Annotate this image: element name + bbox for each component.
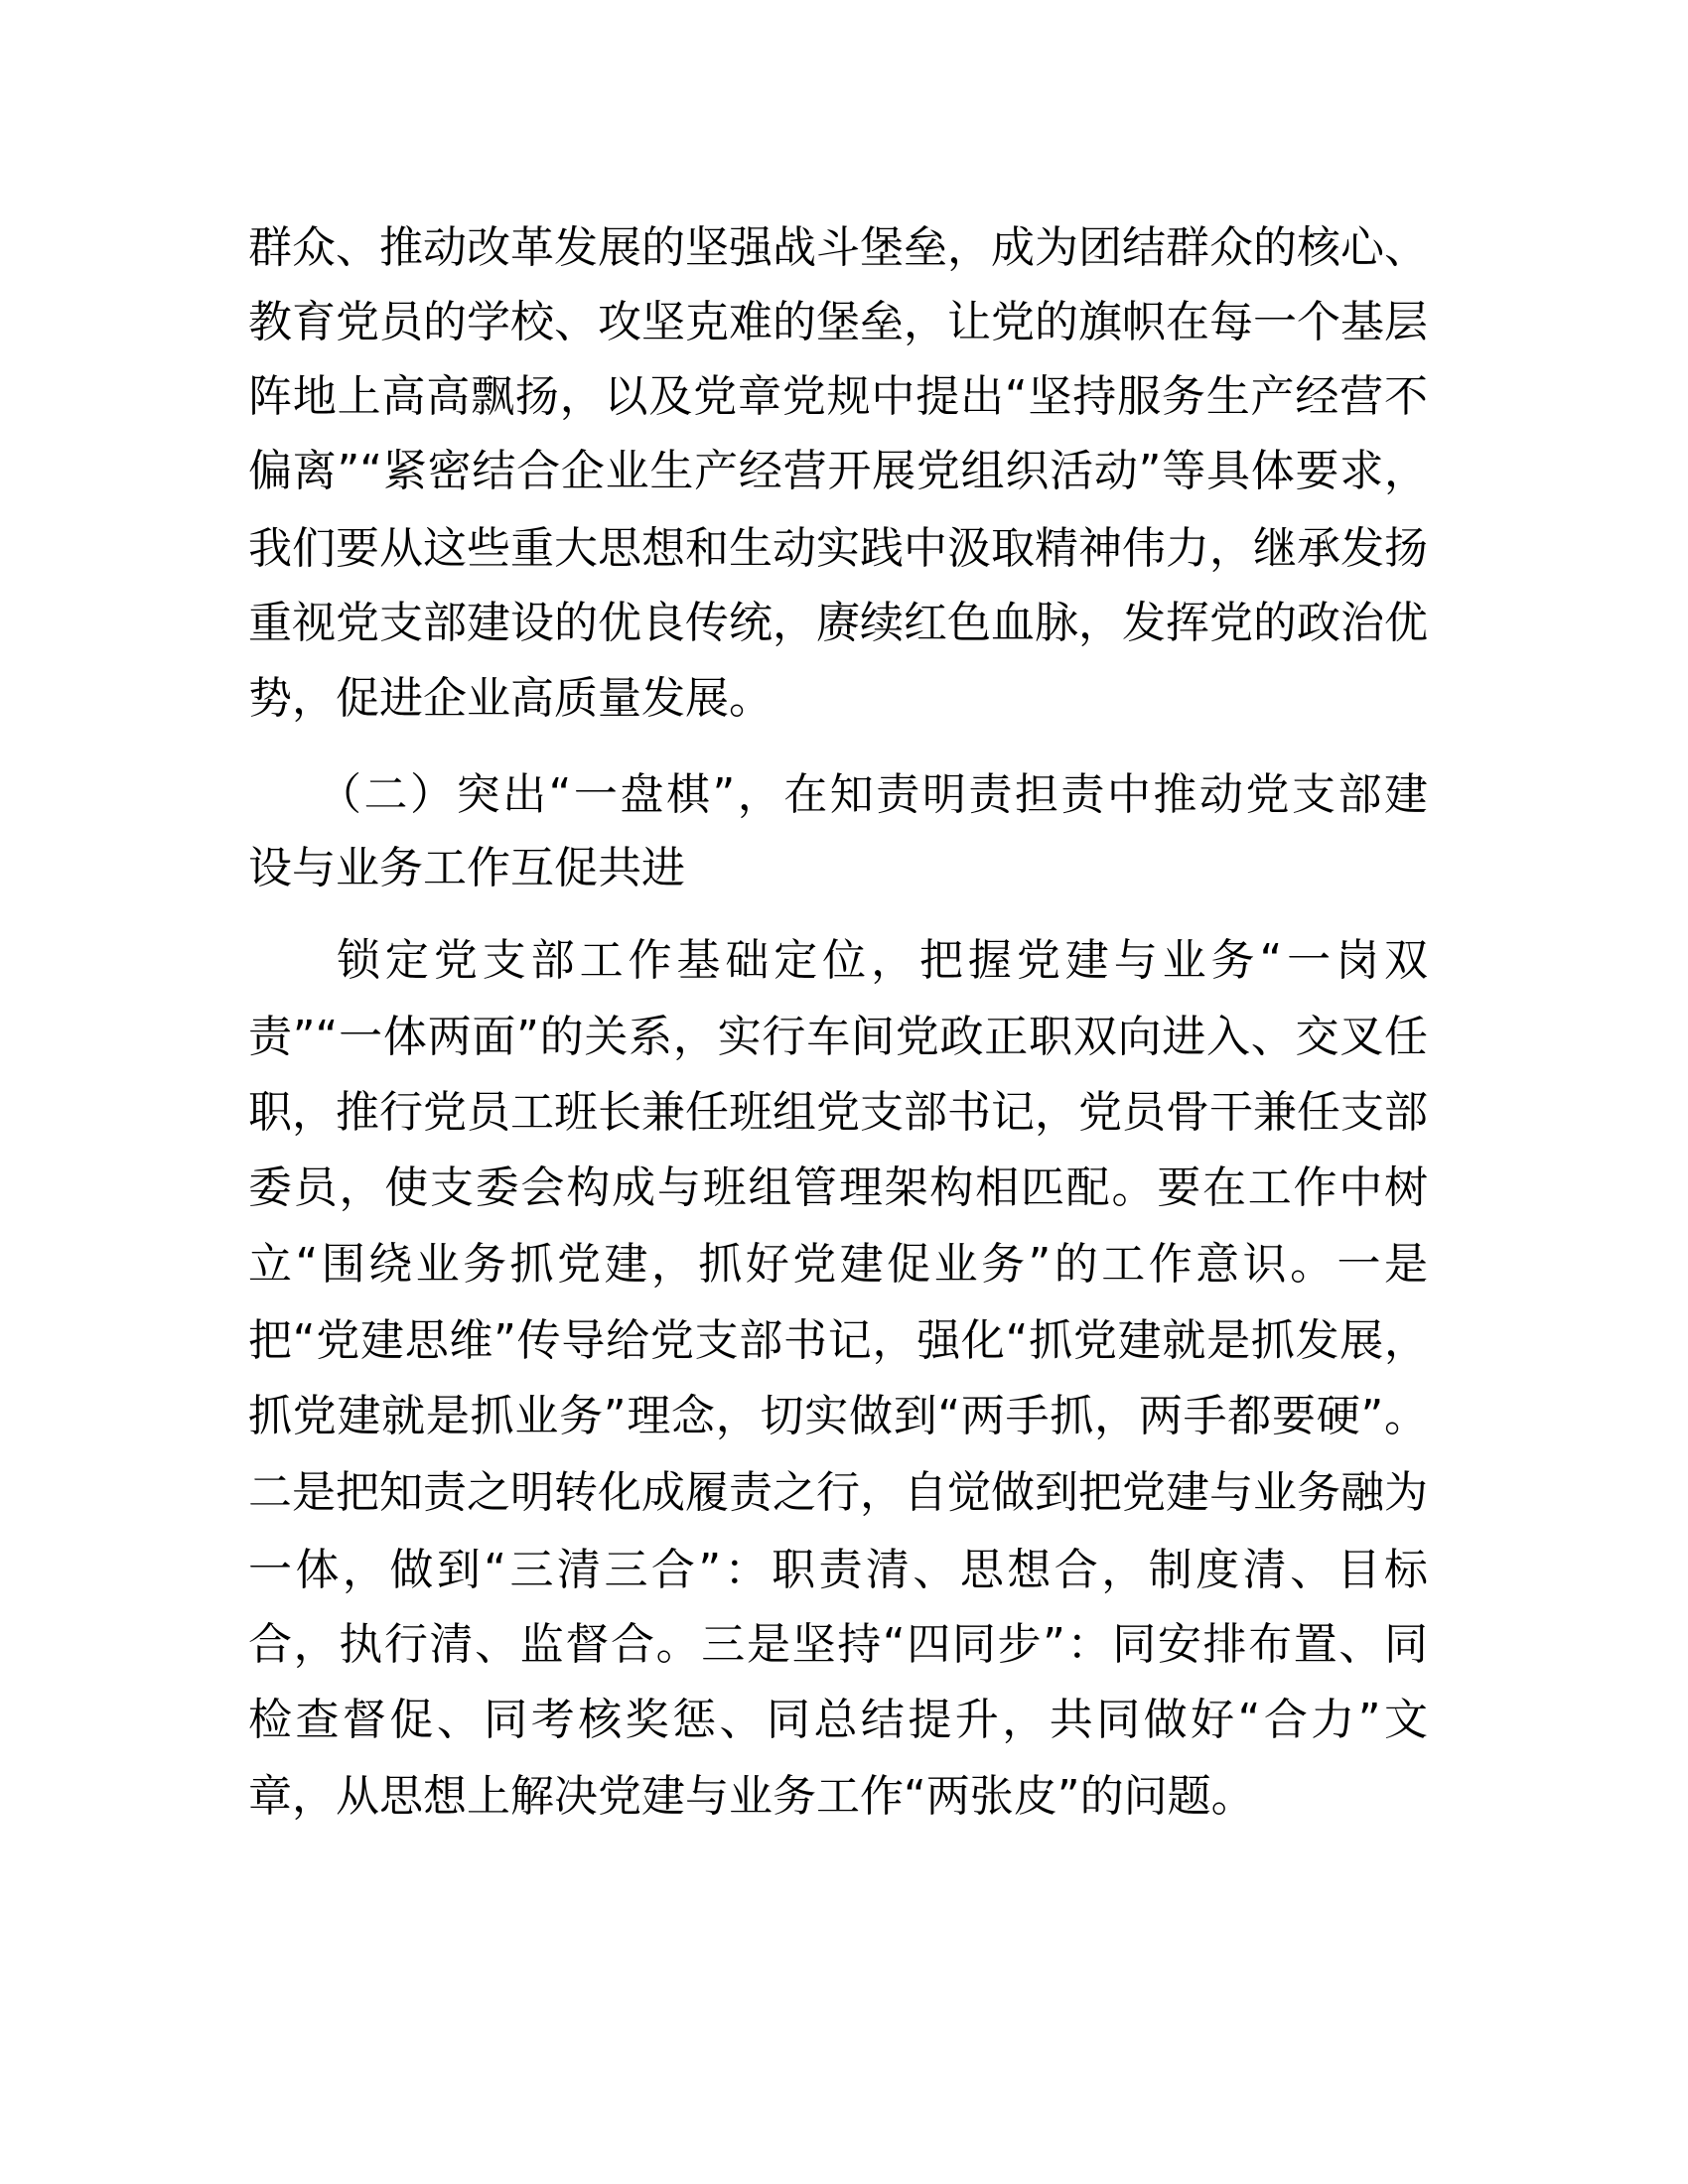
heading-line: （二）突出“一盘棋”，在知责明责担责中推动党支部建	[318, 769, 1428, 820]
text-line: 职，推行党员工班长兼任班组党支部书记，党员骨干兼任支部	[248, 1087, 1428, 1138]
text-line: 责”“一体两面”的关系，实行车间党政正职双向进入、交叉任	[248, 1012, 1428, 1062]
text-line: 势，促进企业高质量发展。	[248, 673, 773, 724]
text-line: 偏离”“紧密结合企业生产经营开展党组织活动”等具体要求，	[248, 446, 1428, 496]
text-line: 委员，使支委会构成与班组管理架构相匹配。要在工作中树	[248, 1162, 1428, 1213]
text-line: 我们要从这些重大思想和生动实践中汲取精神伟力，继承发扬	[248, 523, 1428, 574]
text-line: 合，执行清、监督合。三是坚持“四同步”：同安排布置、同	[248, 1619, 1428, 1670]
text-line: 二是把知责之明转化成履责之行，自觉做到把党建与业务融为	[248, 1467, 1428, 1518]
text-line: 锁定党支部工作基础定位，把握党建与业务“一岗双	[337, 935, 1428, 986]
text-line: 重视党支部建设的优良传统，赓续红色血脉，发挥党的政治优	[248, 598, 1428, 648]
text-line: 一体，做到“三清三合”：职责清、思想合，制度清、目标	[248, 1545, 1428, 1595]
text-line: 检查督促、同考核奖惩、同总结提升，共同做好“合力”文	[248, 1695, 1428, 1745]
text-line: 立“围绕业务抓党建，抓好党建促业务”的工作意识。一是	[248, 1239, 1428, 1290]
text-line: 教育党员的学校、攻坚克难的堡垒，让党的旗帜在每一个基层	[248, 297, 1428, 347]
heading-line: 设与业务工作互促共进	[248, 843, 685, 893]
text-line: 把“党建思维”传导给党支部书记，强化“抓党建就是抓发展，	[248, 1315, 1428, 1366]
text-line: 阵地上高高飘扬，以及党章党规中提出“坚持服务生产经营不	[248, 371, 1428, 422]
text-line: 章，从思想上解决党建与业务工作“两张皮”的问题。	[248, 1771, 1255, 1822]
text-line: 群众、推动改革发展的坚强战斗堡垒，成为团结群众的核心、	[248, 222, 1428, 273]
text-line: 抓党建就是抓业务”理念，切实做到“两手抓，两手都要硬”。	[248, 1391, 1428, 1441]
